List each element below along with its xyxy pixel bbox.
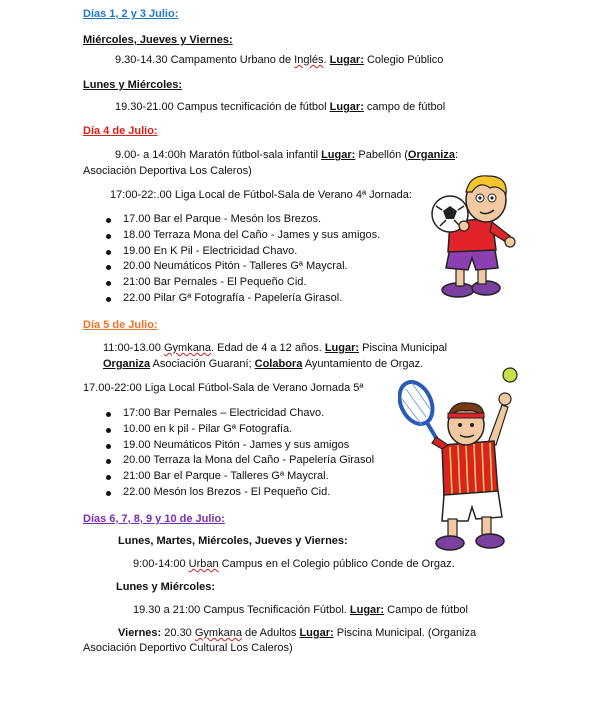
list-item: 22.00 Mesón los Brezos - El Pequeño Cid. [103,485,374,501]
text-part: Ayuntamiento de Orgaz. [302,358,424,370]
text-part: Urban [188,558,219,570]
soccer-kid-illustration [428,170,538,300]
list-item: 18.00 Terraza Mona del Caño - James y sus amigos. [103,228,380,244]
label-lugar: Lugar: [324,342,360,354]
subheading-mon-wed-2: Lunes y Miércoles: [116,581,216,593]
list-jornada-5 [103,406,374,501]
text-part: Piscina Municipal. (Organiza [333,627,477,639]
text-asociacion-cultural: Asociación Deportivo Cultural Los Caleros) [83,642,293,654]
text-gymkana [103,341,447,355]
text-gymkana-adultos [118,626,476,640]
subheading-mon-wed-fri: Miércoles, Jueves y Viernes: [83,34,233,46]
list-item: 20.00 Neumáticos Pitón - Talleres Gª Maycral. [103,259,380,275]
section-title-days-1-3: Días 1, 2 y 3 Julio: [83,8,179,20]
text-part: 9.30-14.30 Campamento Urbano de [115,54,295,66]
text-campus-tecnificacion [133,603,468,617]
label-lugar: Lugar: [329,54,364,66]
text-part: . [323,54,330,66]
list-item: 21:00 Bar el Parque - Talleres Gª Maycral. [103,469,374,485]
text-liga-jornada-5: 17.00-22:00 Liga Local Fútbol-Sala de Verano Jornada 5ª [83,382,364,394]
text-liga-jornada-4: 17:00-22:.00 Liga Local de Fútbol-Sala de Verano 4ª Jornada: [110,189,412,201]
text-part: 9:00-14:00 [133,558,189,570]
list-item [103,244,380,260]
list-item: 20.00 Terraza la Mona del Caño - Papelería Girasol [103,453,374,469]
text-part: Pabellón ( [355,149,408,161]
text-part: Campus en el Colegio público Conde de Orgaz. [218,558,455,570]
text-part: Inglés [294,54,324,66]
text-campus-futbol [115,100,445,114]
list-item: 19.00 Neumáticos Pitón - James y sus amigos [103,438,374,454]
text-organiza-guarani [103,357,423,371]
text-part: de Adultos [241,627,300,639]
text-asociacion-caleros: Asociación Deportiva Los Caleros) [83,165,252,177]
label-organiza: Organiza [407,149,455,161]
tennis-player-illustration [398,365,528,555]
label-lugar: Lugar: [321,149,356,161]
text-part: 11:00-13.00 [103,342,164,354]
text-part: 20.30 [161,627,195,639]
text-part: Asociación Guaraní; [150,358,255,370]
text-part: Piscina Municipal [359,342,448,354]
text-part: 19.00 En K Pil - Electricidad Chavo. [123,244,298,257]
subheading-weekdays: Lunes, Martes, Miércoles, Jueves y Viernes: [118,535,348,547]
list-jornada-4 [103,212,380,307]
text-part: Gymkana [163,342,212,354]
label-lugar: Lugar: [329,101,364,113]
text-part: Campo de fútbol [384,604,468,616]
text-part: . Edad de 4 a 12 años. [211,342,325,354]
list-item: 21:00 Bar Pernales - El Pequeño Cid. [103,275,380,291]
section-title-days-6-10: Días 6, 7, 8, 9 y 10 de Julio: [83,513,225,525]
text-part: 19.30-21.00 Campus tecnificación de fútbol [115,101,330,113]
text-part: Viernes: [118,627,162,639]
text-part: : [454,149,459,161]
subheading-mon-wed: Lunes y Miércoles: [83,79,183,91]
list-item: 17:00 Bar Pernales – Electricidad Chavo. [103,406,374,422]
label-colabora: Colabora [254,358,303,370]
label-lugar: Lugar: [349,604,385,616]
text-campamento-urbano [115,53,443,67]
text-part: 9.00- a 14:00h Maratón fútbol-sala infantil [115,149,322,161]
text-urban-campus [133,557,455,571]
section-title-day-5: Día 5 de Julio: [83,319,158,331]
list-item: 10.00 en k pil - Pilar Gª Fotografía. [103,422,374,438]
text-part: Gymkana [194,627,242,639]
text-maraton [115,148,458,162]
label-lugar: Lugar: [299,627,334,639]
text-part: campo de fútbol [363,101,446,113]
section-title-day-4: Día 4 de Julio: [83,125,158,137]
list-item: 17.00 Bar el Parque - Mesón los Brezos. [103,212,380,228]
text-part: 19.30 a 21:00 Campus Tecnificación Fútbol. [133,604,350,616]
label-organiza: Organiza [103,358,151,370]
list-item: 22.00 Pilar Gª Fotografía - Papelería Girasol. [103,291,380,307]
text-part: Colegio Público [363,54,444,66]
